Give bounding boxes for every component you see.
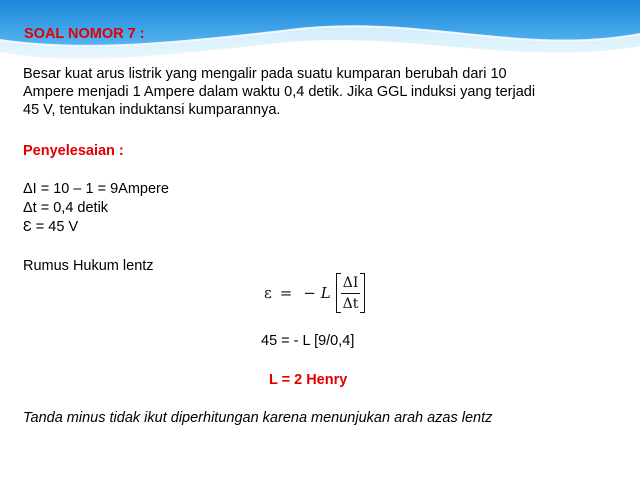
problem-line-2: Ampere menjadi 1 Ampere dalam waktu 0,4 detik. Jika GGL induksi yang terjadi bbox=[23, 84, 536, 100]
substitution-line: 45 = - L [9/0,4] bbox=[261, 333, 355, 349]
formula-fraction bbox=[341, 275, 361, 312]
solution-heading: Penyelesaian : bbox=[23, 143, 124, 159]
given-delta-current: ΔI = 10 – 1 = 9Ampere bbox=[23, 181, 169, 197]
formula-denominator: Δt bbox=[342, 295, 359, 312]
given-delta-time: Δt = 0,4 detik bbox=[23, 200, 109, 216]
formula-numerator: ΔI bbox=[341, 275, 361, 294]
formula-equals: = bbox=[279, 284, 293, 302]
problem-title: SOAL NOMOR 7 : bbox=[24, 26, 145, 42]
answer-line: L = 2 Henry bbox=[269, 372, 348, 388]
formula-minus-L: − L bbox=[303, 284, 331, 302]
problem-line-3: 45 V, tentukan induktansi kumparannya. bbox=[23, 102, 281, 118]
formula-bracket bbox=[336, 273, 366, 313]
problem-line-1: Besar kuat arus listrik yang mengalir pada suatu kumparan berubah dari 10 bbox=[23, 66, 507, 82]
lenz-note: Tanda minus tidak ikut diperhitungan karena menunjukan arah azas lentz bbox=[23, 410, 493, 426]
rule-label: Rumus Hukum lentz bbox=[23, 258, 154, 274]
lenz-formula bbox=[264, 272, 365, 314]
given-emf: Ɛ = 45 V bbox=[23, 219, 79, 235]
formula-emf-symbol: ε bbox=[264, 284, 272, 302]
